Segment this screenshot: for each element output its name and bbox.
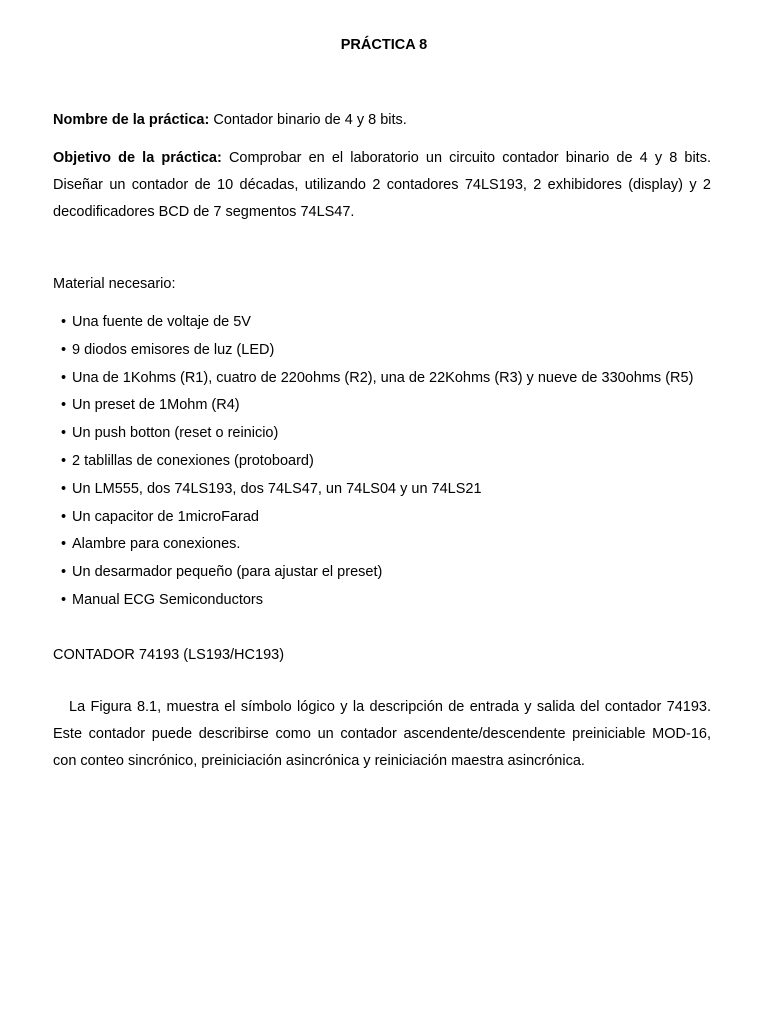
list-item xyxy=(61,337,693,365)
list-item xyxy=(61,365,693,393)
practice-name xyxy=(53,107,711,134)
bullet-icon: • xyxy=(61,591,67,608)
list-item xyxy=(61,448,693,476)
practice-objective xyxy=(53,145,711,226)
list-item-text: Un desarmador pequeño (para ajustar el preset) xyxy=(72,564,383,581)
bullet-icon: • xyxy=(61,480,67,497)
bullet-icon: • xyxy=(61,397,67,414)
list-item-text: Una fuente de voltaje de 5V xyxy=(72,314,251,330)
list-item xyxy=(61,309,693,337)
list-item xyxy=(61,420,693,448)
list-item-text: Alambre para conexiones. xyxy=(72,536,241,553)
bullet-icon: • xyxy=(61,536,67,553)
list-item-text: Un push botton (reset o reinicio) xyxy=(72,425,279,442)
bullet-icon: • xyxy=(61,341,67,358)
practice-objective-value: Comprobar en el laboratorio un circuito contador binario de 4 y 8 bits. Diseñar un contador de 10 décadas, utilizando 2 contadores 74LS193, 2 exhibidores (display) y 2 decodificadores BCD de 7 segmentos 74LS47. xyxy=(53,150,711,220)
materials-heading: Material necesario: xyxy=(53,276,176,292)
counter-description-text: La Figura 8.1, muestra el símbolo lógico y la descripción de entrada y salida del contador 74193. Este contador puede describirse como un contador ascendente/descendente preiniciable MOD-16, con conteo sincrónico, preiniciación asincrónica y reiniciación maestra asincrónica. xyxy=(53,699,711,769)
list-item-text: Un preset de 1Mohm (R4) xyxy=(72,397,240,414)
practice-name-value: Contador binario de 4 y 8 bits. xyxy=(209,112,407,128)
list-item xyxy=(61,504,693,532)
practice-objective-label: Objetivo de la práctica: xyxy=(53,150,222,166)
counter-heading: CONTADOR 74193 (LS193/HC193) xyxy=(53,647,285,663)
counter-description xyxy=(53,694,711,775)
list-item xyxy=(61,476,693,504)
practice-name-label: Nombre de la práctica: xyxy=(53,112,210,128)
bullet-icon: • xyxy=(61,564,67,581)
list-item-text: 9 diodos emisores de luz (LED) xyxy=(72,341,275,358)
list-item xyxy=(61,587,693,615)
list-item-text: Un LM555, dos 74LS193, dos 74LS47, un 74LS04 y un 74LS21 xyxy=(72,480,482,497)
bullet-icon: • xyxy=(61,452,67,469)
list-item-text: Una de 1Kohms (R1), cuatro de 220ohms (R2), una de 22Kohms (R3) y nueve de 330ohms (R5) xyxy=(72,369,694,386)
list-item xyxy=(61,559,693,587)
bullet-icon: • xyxy=(61,508,67,525)
list-item-text: 2 tablillas de conexiones (protoboard) xyxy=(72,452,314,469)
list-item xyxy=(61,392,693,420)
materials-list xyxy=(61,309,693,615)
list-item-text: Un capacitor de 1microFarad xyxy=(72,508,259,525)
bullet-icon: • xyxy=(61,425,67,442)
page-title: PRÁCTICA 8 xyxy=(340,37,428,53)
list-item-text: Manual ECG Semiconductors xyxy=(72,591,263,608)
bullet-icon: • xyxy=(61,369,67,386)
list-item xyxy=(61,531,693,559)
bullet-icon: • xyxy=(61,314,67,330)
